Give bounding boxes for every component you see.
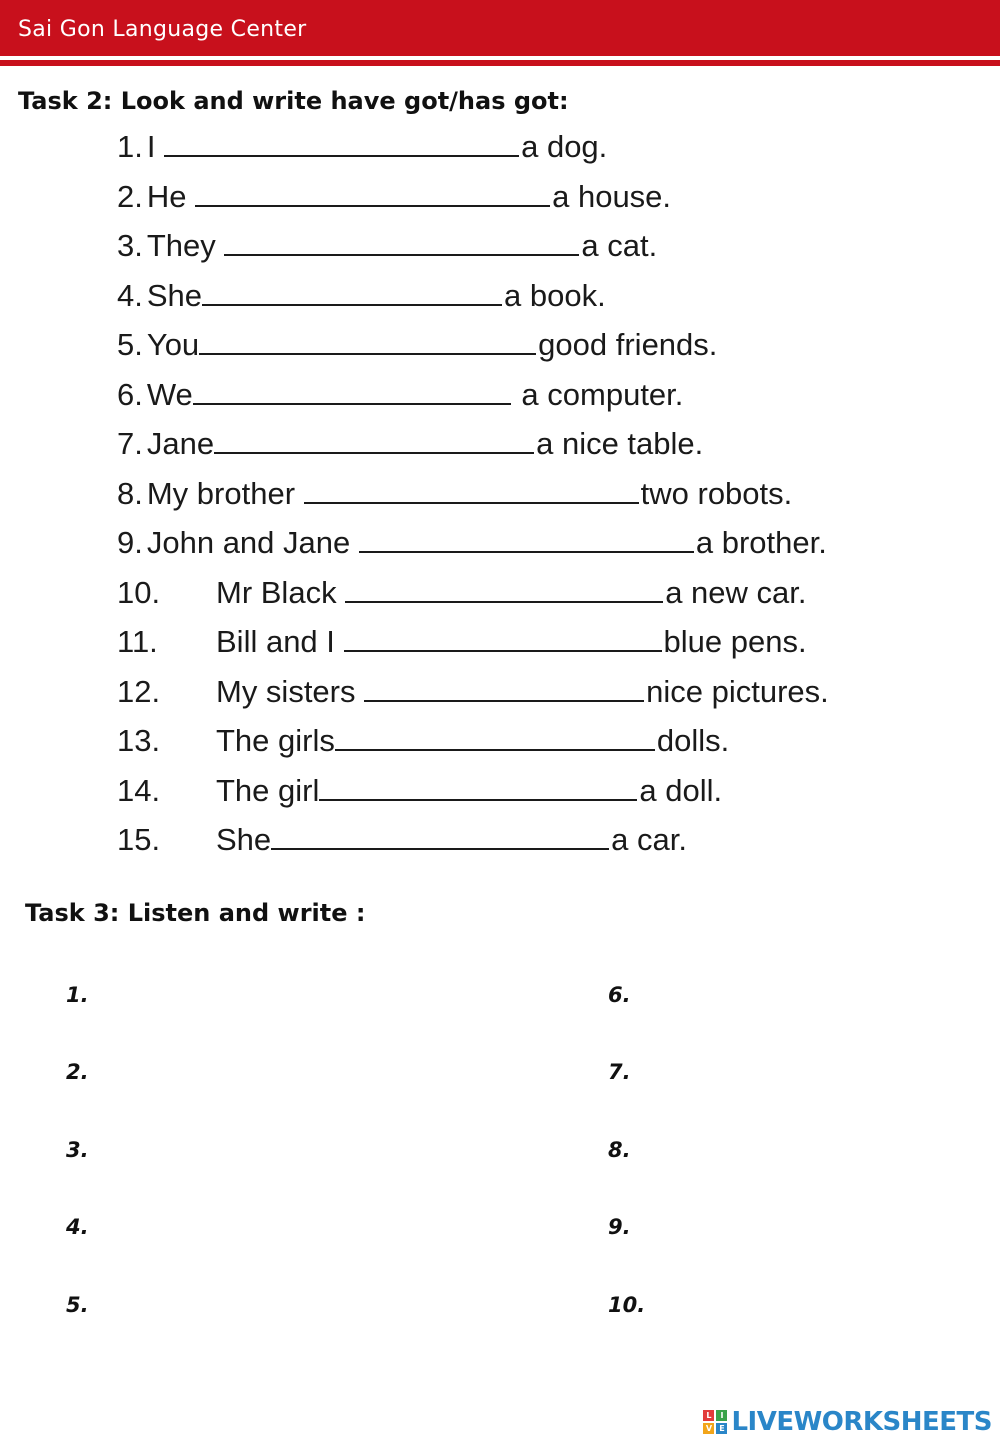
answer-blank[interactable]	[359, 521, 694, 553]
exercise-subject: My brother	[146, 475, 304, 511]
exercise-subject: They	[146, 228, 225, 263]
answer-blank[interactable]	[345, 571, 663, 603]
answer-blank[interactable]	[164, 125, 519, 157]
task2-exercise-list	[117, 125, 829, 868]
exercise-subject: You	[146, 327, 200, 362]
answer-number: 5.	[66, 1293, 89, 1317]
exercise-item	[117, 274, 829, 324]
exercise-ending: a nice table.	[536, 426, 704, 461]
answer-number: 10.	[608, 1293, 646, 1317]
task3-heading: Task 3: Listen and write :	[25, 899, 366, 927]
answer-blank[interactable]	[335, 719, 655, 751]
answer-blank[interactable]	[224, 224, 579, 256]
exercise-number: 14.	[117, 772, 161, 808]
exercise-item	[117, 571, 829, 621]
exercise-ending: a doll.	[639, 772, 723, 808]
answer-number: 7.	[608, 1060, 631, 1084]
exercise-subject: John and Jane	[146, 525, 359, 560]
exercise-subject: The girl	[216, 772, 320, 808]
exercise-subject: My sisters	[216, 673, 365, 709]
exercise-item	[117, 620, 829, 670]
exercise-ending: dolls.	[656, 723, 730, 758]
answer-blank[interactable]	[364, 670, 644, 702]
exercise-item	[117, 769, 829, 819]
exercise-subject: Mr Black	[216, 574, 346, 610]
logo-block: V	[703, 1423, 714, 1434]
exercise-item	[117, 224, 829, 274]
exercise-item	[117, 125, 829, 175]
exercise-item	[117, 373, 829, 423]
exercise-item	[117, 521, 829, 571]
exercise-number: 13.	[117, 723, 161, 758]
header-title: Sai Gon Language Center	[18, 17, 307, 42]
exercise-subject: The girls	[216, 723, 335, 758]
exercise-subject: She	[216, 822, 272, 857]
exercise-number: 15.	[117, 822, 161, 857]
answer-number: 1.	[66, 983, 89, 1007]
exercise-subject: I	[146, 129, 165, 164]
answer-number: 3.	[66, 1138, 89, 1162]
exercise-number: 8.	[117, 475, 143, 511]
answer-blank[interactable]	[214, 422, 534, 454]
answer-blank[interactable]	[193, 373, 511, 405]
answer-blank[interactable]	[319, 769, 637, 801]
header-divider	[0, 60, 1000, 66]
exercise-ending: blue pens.	[663, 624, 807, 659]
exercise-ending: good friends.	[538, 327, 718, 362]
exercise-number: 12.	[117, 673, 161, 709]
exercise-number: 2.	[117, 178, 143, 214]
exercise-item	[117, 719, 829, 769]
exercise-item	[117, 175, 829, 225]
exercise-number: 10.	[117, 574, 161, 610]
answer-number: 9.	[608, 1215, 631, 1239]
answer-number: 4.	[66, 1215, 89, 1239]
exercise-item	[117, 422, 829, 472]
liveworksheets-logo	[703, 1407, 992, 1437]
exercise-ending: a dog.	[521, 129, 608, 164]
exercise-number: 1.	[117, 129, 143, 164]
answer-blank[interactable]	[202, 274, 502, 306]
exercise-number: 3.	[117, 228, 143, 263]
answer-number: 8.	[608, 1138, 631, 1162]
logo-text: LIVEWORKSHEETS	[731, 1407, 992, 1437]
exercise-number: 11.	[117, 624, 158, 659]
exercise-item	[117, 818, 829, 868]
exercise-subject: Bill and I	[216, 624, 344, 659]
exercise-subject: He	[146, 178, 196, 214]
logo-block: E	[716, 1423, 727, 1434]
exercise-ending: a book.	[504, 277, 606, 313]
exercise-item	[117, 323, 829, 373]
exercise-ending: a new car.	[665, 574, 807, 610]
exercise-number: 7.	[117, 426, 143, 461]
logo-block: L	[703, 1410, 714, 1421]
exercise-ending: two robots.	[640, 475, 793, 511]
answer-blank[interactable]	[199, 323, 536, 355]
exercise-number: 6.	[117, 376, 143, 412]
answer-number: 6.	[608, 983, 631, 1007]
answer-number: 2.	[66, 1060, 89, 1084]
exercise-ending: a brother.	[695, 525, 827, 560]
exercise-ending: a cat.	[581, 228, 658, 263]
exercise-subject: We	[146, 376, 193, 412]
exercise-item	[117, 472, 829, 522]
logo-block: I	[716, 1410, 727, 1421]
exercise-subject: Jane	[146, 426, 215, 461]
logo-blocks-icon	[703, 1410, 727, 1434]
exercise-item	[117, 670, 829, 720]
exercise-ending: nice pictures.	[646, 673, 829, 709]
exercise-number: 4.	[117, 277, 143, 313]
answer-blank[interactable]	[195, 175, 550, 207]
exercise-subject: She	[146, 277, 203, 313]
exercise-number: 5.	[117, 327, 143, 362]
exercise-ending: a computer.	[512, 376, 684, 412]
exercise-ending: a house.	[552, 178, 672, 214]
answer-blank[interactable]	[344, 620, 662, 652]
exercise-number: 9.	[117, 525, 143, 560]
exercise-ending: a car.	[611, 822, 687, 857]
answer-blank[interactable]	[271, 818, 609, 850]
task2-heading: Task 2: Look and write have got/has got:	[18, 87, 569, 115]
answer-blank[interactable]	[304, 472, 639, 504]
header-bar	[0, 0, 1000, 56]
